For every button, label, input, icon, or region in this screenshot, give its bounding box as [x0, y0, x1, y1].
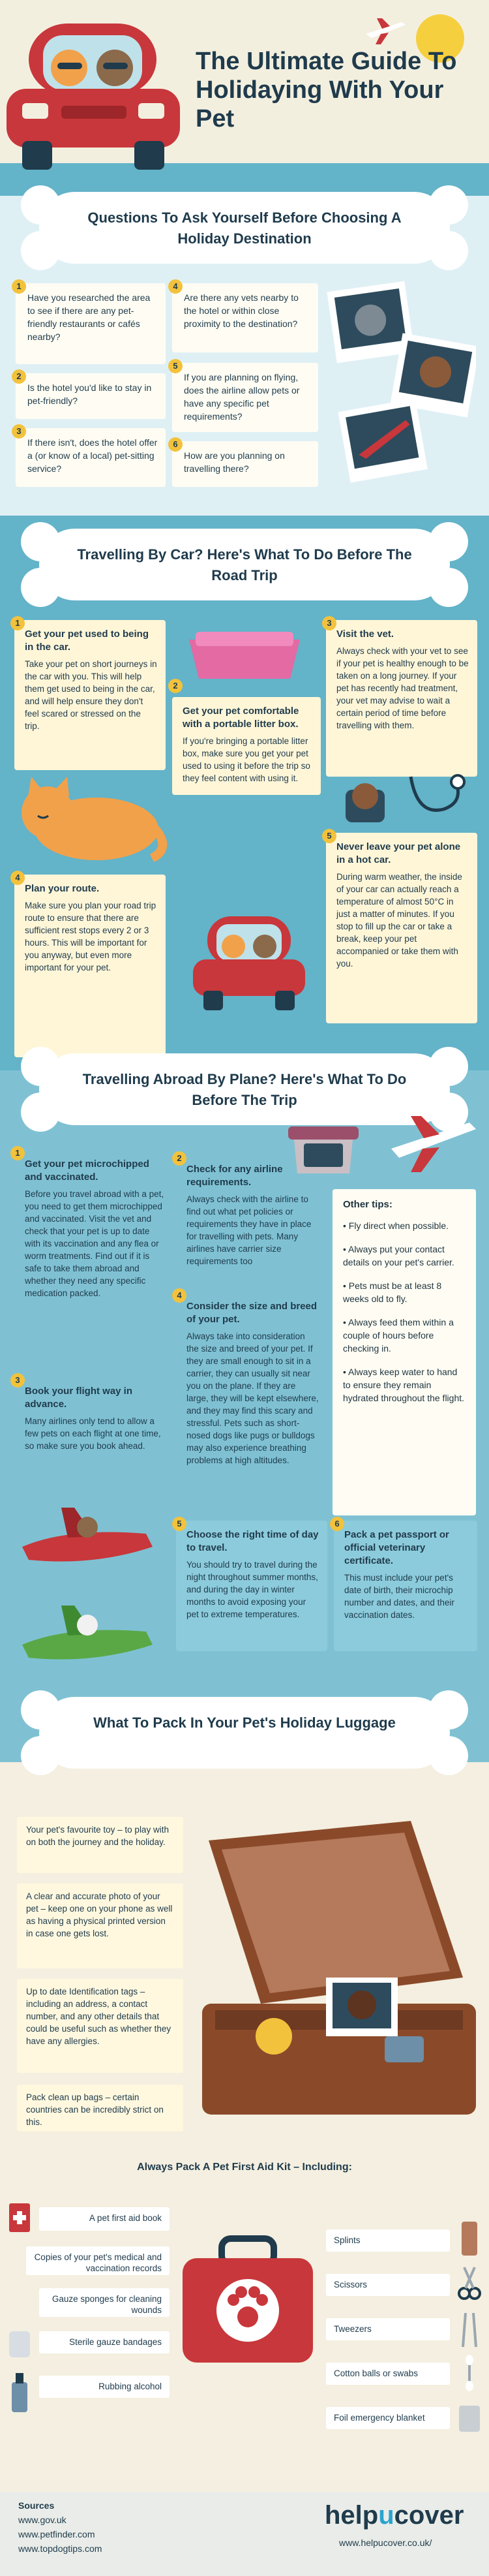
kit-item: Tweezers	[326, 2318, 450, 2340]
plane-tip-card: Pack a pet passport or official veterinary certificate. This must include your pet's date of birth, their microchip number and dates, and their vaccination dates.	[334, 1521, 477, 1651]
luggage-item: A clear and accurate photo of your pet – keep one on your phone as well as having a physical printed version in case one gets lost.	[17, 1884, 183, 1968]
question-card: If you are planning on flying, does the airline allow pets or have any specific pet requirements?	[172, 363, 318, 432]
question-card: How are you planning on travelling there?	[172, 441, 318, 487]
source-link[interactable]: www.gov.uk	[18, 2515, 67, 2525]
car-tip-card: Get your pet used to being in the car. Take your pet on short journeys in the car with you. This will help them get used to being in the car, and will help ensure they don't feel scared or stressed on the trip.	[14, 620, 166, 770]
question-number: 2	[12, 369, 26, 384]
airplane-icon	[385, 1110, 482, 1175]
plane-tip-card: Check for any airline requirements. Always check with the airline to find out what pet policies or requirements they have in place for travelling with pets. Many airlines have carrier size requirements too	[176, 1155, 327, 1279]
section2-title: Travelling By Car? Here's What To Do Before The Road Trip	[77, 546, 412, 583]
question-number: 5	[168, 359, 183, 373]
dogs-in-planes-illustration	[16, 1495, 172, 1684]
question-card: Is the hotel you'd like to stay in pet-friendly?	[16, 373, 166, 419]
kit-item: Gauze sponges for cleaning wounds	[39, 2288, 170, 2317]
tweezers-icon	[456, 2310, 482, 2350]
section4-title: What To Pack In Your Pet's Holiday Luggage	[93, 1715, 396, 1731]
pet-polaroid-photos	[325, 274, 476, 496]
plane-tip-card: Consider the size and breed of your pet. Always take into consideration the size and breed of your pet. If they are small enough to sit in a carrier, they can usually sit near you on the plane. If they are large, they will be kept elsewhere, and they may find this scary and stressful. Pets such as short-nosed dogs like pugs or bulldogs may also experience breathing problems at high altitudes.	[176, 1292, 327, 1508]
brand-logo: helpucover	[325, 2501, 464, 2530]
question-card: Have you researched the area to see if there are any pet-friendly restaurants or cafés nearby?	[16, 283, 166, 364]
kit-item: Rubbing alcohol	[39, 2376, 170, 2398]
question-number: 6	[168, 437, 183, 452]
bandage-icon	[7, 2325, 33, 2364]
first-aid-book-icon	[7, 2199, 33, 2239]
foil-blanket-icon	[456, 2399, 482, 2438]
first-aid-kit-title: Always Pack A Pet First Aid Kit – Including:	[137, 2162, 352, 2173]
kit-item: Sterile gauze bandages	[39, 2331, 170, 2353]
page-title: The Ultimate Guide To Holidaying With Your Pet	[196, 48, 457, 132]
luggage-item: Up to date Identification tags – including an address, a contact number, and any other details that could be useful such as whether they have any allergies.	[17, 1979, 183, 2073]
stethoscope-dog-illustration	[339, 770, 476, 829]
open-suitcase-illustration	[189, 1814, 482, 2134]
kit-item: Splints	[326, 2229, 450, 2252]
tip-number: 4	[172, 1288, 186, 1303]
scissors-icon	[456, 2265, 482, 2304]
question-number: 1	[12, 279, 26, 294]
kit-item: A pet first aid book	[39, 2207, 170, 2231]
car-tip-card: Never leave your pet alone in a hot car. During warm weather, the inside of your car can actually reach a temperature of almost 50°C in just a matter of minutes. If you stop to fill up the car or take a break, keep your pet accompanied or take them with you.	[326, 833, 477, 1023]
tip-number: 4	[10, 871, 25, 885]
source-link[interactable]: www.topdogtips.com	[18, 2543, 102, 2554]
first-aid-kit-bag-icon	[176, 2232, 319, 2369]
splint-icon	[456, 2219, 482, 2258]
tip-number: 3	[322, 616, 336, 630]
question-card: If there isn't, does the hotel offer a (or know of a local) pet-sitting service?	[16, 428, 166, 487]
litter-box-icon	[183, 620, 306, 685]
tip-number: 6	[330, 1517, 344, 1531]
luggage-item: Your pet's favourite toy – to play with on both the journey and the holiday.	[17, 1817, 183, 1873]
other-tips-panel: Other tips: • Fly direct when possible. • Always put your contact details on your pet's carrier. • Pets must be at least 8 weeks old to fly. • Always feed them within a couple of hours before checking in. • Always keep water to hand to ensure they remain hydrated throughout the flight.	[333, 1189, 476, 1515]
alcohol-bottle-icon	[7, 2369, 33, 2415]
tip-number: 3	[10, 1373, 25, 1388]
kit-item: Cotton balls or swabs	[326, 2363, 450, 2385]
tip-number: 2	[172, 1151, 186, 1166]
source-link[interactable]: www.petfinder.com	[18, 2529, 95, 2539]
section3-title: Travelling Abroad By Plane? Here's What To Do Before The Trip	[82, 1071, 407, 1108]
question-number: 4	[168, 279, 183, 294]
plane-tip-card: Get your pet microchipped and vaccinated. Before you travel abroad with a pet, you need to get them microchipped and vaccinated. Visit the vet and check that your pet is up to date with its vaccination and any flea or worm treatments. Find out if it is safe to take them abroad and whether they need any specific medication packed.	[14, 1150, 172, 1365]
kit-item: Foil emergency blanket	[326, 2407, 450, 2429]
question-card: Are there any vets nearby to the hotel or within close proximity to the destination?	[172, 283, 318, 352]
tip-number: 5	[322, 829, 336, 843]
brand-url[interactable]: www.helpucover.co.uk/	[339, 2537, 432, 2548]
car-tip-card: Visit the vet. Always check with your vet to see if your pet is healthy enough to be taken on a long journey. If your pet has recently had treatment, your vet may advise to wait a certain period of time before travelling with them.	[326, 620, 477, 777]
tip-number: 1	[10, 1146, 25, 1160]
cotton-swab-icon	[456, 2353, 482, 2393]
plane-tip-card: Choose the right time of day to travel. You should try to travel during the night throughout summer months, and during the day in winter months to avoid exposing your pet to extreme temperatures.	[176, 1521, 327, 1651]
car-tip-card: Plan your route. Make sure you plan your road trip route to ensure that there are sufficient rest stops every 2 or 3 hours. This will be important for you anyway, but even more important for your pet.	[14, 875, 166, 1057]
section1-title: Questions To Ask Yourself Before Choosing A Holiday Destination	[87, 209, 402, 247]
question-number: 3	[12, 424, 26, 439]
kit-item: Scissors	[326, 2274, 450, 2296]
tip-number: 2	[168, 679, 183, 693]
sleeping-cat-illustration	[12, 777, 168, 861]
plane-tip-card: Book your flight way in advance. Many airlines only tend to allow a few pets on each flight at one time, so make sure you book ahead.	[14, 1377, 172, 1488]
sources-block: Sources www.gov.uk www.petfinder.com www.topdogtips.com	[18, 2498, 102, 2556]
car-with-pets-small-illustration	[190, 914, 308, 1012]
car-tip-card: Get your pet comfortable with a portable litter box. If you're bringing a portable litter box, make sure you get your pet used to using it before the trip so they feel content with using it.	[172, 697, 321, 795]
car-with-pets-illustration	[3, 21, 186, 172]
pet-carrier-icon	[284, 1113, 363, 1179]
plane-icon	[363, 14, 408, 47]
tip-number: 5	[172, 1517, 186, 1531]
tip-number: 1	[10, 616, 25, 630]
kit-item: Copies of your pet's medical and vaccination records	[26, 2246, 170, 2275]
luggage-item: Pack clean up bags – certain countries can be incredibly strict on this.	[17, 2085, 183, 2132]
